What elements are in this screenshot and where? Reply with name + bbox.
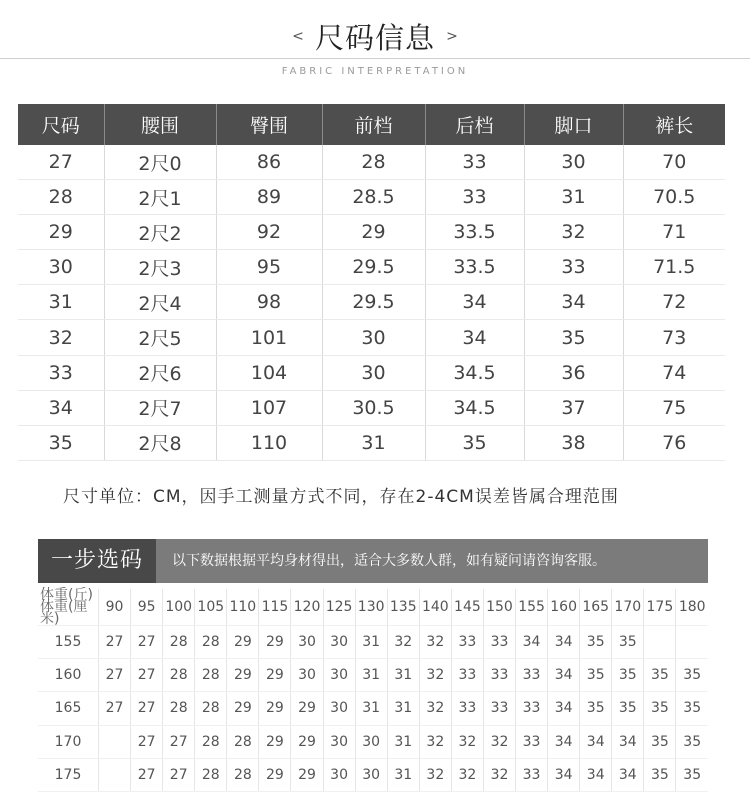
size-cell: 37 [524,390,623,425]
page-subtitle: FABRIC INTERPRETATION [281,66,469,77]
height-row [38,659,708,692]
weight-header: 90 [99,589,131,626]
size-recommendation-cell: 27 [99,692,131,725]
size-recommendation-cell: 31 [387,692,419,725]
size-recommendation-cell: 35 [644,725,676,758]
size-recommendation-cell: 29 [291,725,323,758]
size-recommendation-cell: 32 [483,758,515,791]
size-cell: 72 [623,285,725,320]
size-cell: 33 [524,250,623,285]
weight-header: 150 [483,589,515,626]
size-cell: 74 [623,355,725,390]
weight-header: 95 [131,589,163,626]
size-row [18,425,725,460]
measurement-note: 尺寸单位：CM，因手工测量方式不同，存在2-4CM误差皆属合理范围 [63,487,619,507]
size-recommendation-cell: 30 [291,659,323,692]
size-recommendation-cell: 28 [195,626,227,659]
size-recommendation-cell: 33 [483,692,515,725]
corner-label [38,589,99,626]
weight-header: 175 [644,589,676,626]
height-unit-label: 体重(厘米) [40,599,88,627]
size-recommendation-cell: 30 [355,725,387,758]
size-cell: 86 [216,145,322,180]
page-title: 尺码信息 [314,21,435,55]
size-recommendation-cell [676,626,708,659]
size-cell: 28 [18,180,104,215]
size-recommendation-cell [99,725,131,758]
weight-height-table [38,589,708,792]
height-header: 170 [38,725,99,758]
size-recommendation-cell: 35 [676,725,708,758]
size-col-header: 裤长 [623,104,725,145]
right-angle-icon: > [446,28,458,45]
height-row [38,692,708,725]
size-guide-banner [38,539,708,583]
size-recommendation-cell: 32 [419,659,451,692]
size-recommendation-cell: 29 [259,626,291,659]
size-recommendation-cell: 33 [451,659,483,692]
size-recommendation-cell: 34 [580,758,612,791]
size-cell: 110 [216,425,322,460]
size-recommendation-cell [644,626,676,659]
weight-unit-label: 体重(斤) [40,587,93,603]
header-divider [0,58,750,59]
size-recommendation-cell: 33 [516,692,548,725]
size-recommendation-cell: 35 [644,758,676,791]
size-cell: 30 [322,355,425,390]
size-recommendation-cell: 28 [163,692,195,725]
size-cell: 34.5 [425,390,524,425]
size-cell: 73 [623,320,725,355]
size-recommendation-cell: 34 [612,725,644,758]
size-recommendation-cell: 33 [483,659,515,692]
weight-header: 130 [355,589,387,626]
size-cell: 2尺3 [104,250,216,285]
size-cell: 35 [18,425,104,460]
size-cell: 70 [623,145,725,180]
size-recommendation-cell: 35 [612,626,644,659]
size-recommendation-cell: 29 [291,692,323,725]
weight-header: 145 [451,589,483,626]
size-recommendation-cell: 28 [195,725,227,758]
weight-header: 155 [516,589,548,626]
size-recommendation-cell: 35 [676,692,708,725]
size-cell: 76 [623,425,725,460]
size-cell: 28 [322,145,425,180]
size-table [18,104,725,461]
size-cell: 34 [18,390,104,425]
size-recommendation-cell: 32 [419,725,451,758]
size-cell: 34 [425,285,524,320]
size-cell: 95 [216,250,322,285]
size-cell: 2尺5 [104,320,216,355]
size-cell: 35 [524,320,623,355]
size-cell: 71 [623,215,725,250]
size-recommendation-cell: 35 [676,659,708,692]
size-recommendation-cell [99,758,131,791]
size-col-header: 前档 [322,104,425,145]
size-recommendation-cell: 35 [644,659,676,692]
weight-header: 105 [195,589,227,626]
left-angle-icon: < [292,28,304,45]
size-recommendation-cell: 30 [323,725,355,758]
weight-header: 135 [387,589,419,626]
size-cell: 29.5 [322,285,425,320]
size-cell: 34 [524,285,623,320]
size-recommendation-cell: 33 [451,692,483,725]
size-recommendation-cell: 27 [99,659,131,692]
size-col-header: 脚口 [524,104,623,145]
size-cell: 36 [524,355,623,390]
size-row [18,390,725,425]
size-cell: 98 [216,285,322,320]
size-cell: 71.5 [623,250,725,285]
size-recommendation-cell: 33 [451,626,483,659]
size-recommendation-cell: 30 [323,692,355,725]
size-cell: 32 [18,320,104,355]
size-cell: 31 [524,180,623,215]
size-recommendation-cell: 35 [612,659,644,692]
size-cell: 107 [216,390,322,425]
size-cell: 2尺0 [104,145,216,180]
size-cell: 33 [425,145,524,180]
size-recommendation-cell: 28 [227,758,259,791]
size-recommendation-cell: 28 [163,659,195,692]
size-row [18,215,725,250]
size-cell: 92 [216,215,322,250]
size-cell: 2尺1 [104,180,216,215]
size-recommendation-cell: 35 [580,626,612,659]
size-row [18,355,725,390]
size-recommendation-cell: 34 [516,626,548,659]
size-recommendation-cell: 33 [516,758,548,791]
weight-header: 120 [291,589,323,626]
size-recommendation-cell: 31 [387,659,419,692]
height-header: 175 [38,758,99,791]
height-row [38,725,708,758]
size-cell: 2尺8 [104,425,216,460]
size-recommendation-cell: 29 [259,692,291,725]
size-recommendation-cell: 32 [451,725,483,758]
size-cell: 33 [425,180,524,215]
size-col-header: 腰围 [104,104,216,145]
weight-header: 100 [163,589,195,626]
size-recommendation-cell: 27 [163,758,195,791]
size-recommendation-cell: 29 [291,758,323,791]
size-recommendation-cell: 28 [163,626,195,659]
height-row [38,626,708,659]
weight-header: 110 [227,589,259,626]
size-recommendation-cell: 29 [227,659,259,692]
size-cell: 2尺7 [104,390,216,425]
size-cell: 89 [216,180,322,215]
size-row [18,285,725,320]
size-recommendation-cell: 27 [131,659,163,692]
size-cell: 29 [322,215,425,250]
size-recommendation-cell: 32 [387,626,419,659]
size-cell: 2尺2 [104,215,216,250]
size-recommendation-cell: 34 [548,758,580,791]
size-cell: 33.5 [425,250,524,285]
weight-header: 170 [612,589,644,626]
section-header [0,16,750,57]
size-cell: 30.5 [322,390,425,425]
size-recommendation-cell: 30 [323,659,355,692]
size-recommendation-cell: 32 [419,692,451,725]
size-cell: 35 [425,425,524,460]
size-table-header [18,104,725,145]
height-header: 165 [38,692,99,725]
size-cell: 2尺6 [104,355,216,390]
size-recommendation-cell: 34 [548,692,580,725]
size-recommendation-cell: 27 [131,725,163,758]
size-cell: 30 [18,250,104,285]
size-col-header: 后档 [425,104,524,145]
size-cell: 29.5 [322,250,425,285]
size-recommendation-cell: 27 [131,626,163,659]
size-row [18,320,725,355]
size-col-header: 尺码 [18,104,104,145]
size-recommendation-cell: 28 [195,659,227,692]
size-cell: 31 [18,285,104,320]
size-recommendation-cell: 33 [516,725,548,758]
size-cell: 33 [18,355,104,390]
size-recommendation-cell: 32 [451,758,483,791]
height-header: 155 [38,626,99,659]
weight-header: 140 [419,589,451,626]
size-recommendation-cell: 29 [227,626,259,659]
size-recommendation-cell: 34 [548,626,580,659]
size-recommendation-cell: 35 [580,659,612,692]
size-row [18,180,725,215]
size-recommendation-cell: 31 [355,692,387,725]
weight-header: 180 [676,589,708,626]
weight-header: 165 [580,589,612,626]
size-cell: 104 [216,355,322,390]
weight-header: 160 [548,589,580,626]
size-guide-text: 以下数据根据平均身材得出，适合大多数人群，如有疑问请咨询客服。 [156,539,708,583]
size-col-header: 臀围 [216,104,322,145]
size-recommendation-cell: 29 [259,725,291,758]
height-row [38,758,708,791]
size-recommendation-cell: 34 [612,758,644,791]
size-recommendation-cell: 28 [227,725,259,758]
size-cell: 29 [18,215,104,250]
size-recommendation-cell: 32 [419,758,451,791]
size-recommendation-cell: 27 [131,692,163,725]
size-cell: 70.5 [623,180,725,215]
size-cell: 34 [425,320,524,355]
size-recommendation-cell: 31 [387,758,419,791]
weight-header-row [38,589,708,626]
size-recommendation-cell: 32 [483,725,515,758]
size-cell: 34.5 [425,355,524,390]
size-recommendation-cell: 31 [387,725,419,758]
size-recommendation-cell: 29 [259,659,291,692]
size-cell: 28.5 [322,180,425,215]
size-recommendation-cell: 28 [195,692,227,725]
size-cell: 30 [524,145,623,180]
size-recommendation-cell: 34 [548,659,580,692]
size-cell: 31 [322,425,425,460]
size-recommendation-cell: 32 [419,626,451,659]
size-cell: 101 [216,320,322,355]
size-recommendation-cell: 28 [195,758,227,791]
height-header: 160 [38,659,99,692]
size-cell: 27 [18,145,104,180]
size-row [18,145,725,180]
size-cell: 2尺4 [104,285,216,320]
size-recommendation-cell: 30 [323,758,355,791]
size-cell: 33.5 [425,215,524,250]
size-recommendation-cell: 34 [548,725,580,758]
size-row [18,250,725,285]
size-recommendation-cell: 30 [355,758,387,791]
size-recommendation-cell: 35 [676,758,708,791]
size-recommendation-cell: 35 [644,692,676,725]
size-recommendation-cell: 31 [355,659,387,692]
size-recommendation-cell: 35 [580,692,612,725]
size-recommendation-cell: 35 [612,692,644,725]
weight-header: 115 [259,589,291,626]
size-recommendation-cell: 30 [291,626,323,659]
size-cell: 75 [623,390,725,425]
size-recommendation-cell: 34 [580,725,612,758]
size-recommendation-cell: 31 [355,626,387,659]
size-cell: 38 [524,425,623,460]
size-recommendation-cell: 29 [227,692,259,725]
size-recommendation-cell: 27 [163,725,195,758]
size-cell: 30 [322,320,425,355]
size-recommendation-cell: 27 [99,626,131,659]
size-recommendation-cell: 29 [259,758,291,791]
weight-header: 125 [323,589,355,626]
size-guide-title: 一步选码 [38,539,156,583]
size-recommendation-cell: 30 [323,626,355,659]
size-recommendation-cell: 33 [516,659,548,692]
size-recommendation-cell: 27 [131,758,163,791]
size-cell: 32 [524,215,623,250]
size-recommendation-cell: 33 [483,626,515,659]
